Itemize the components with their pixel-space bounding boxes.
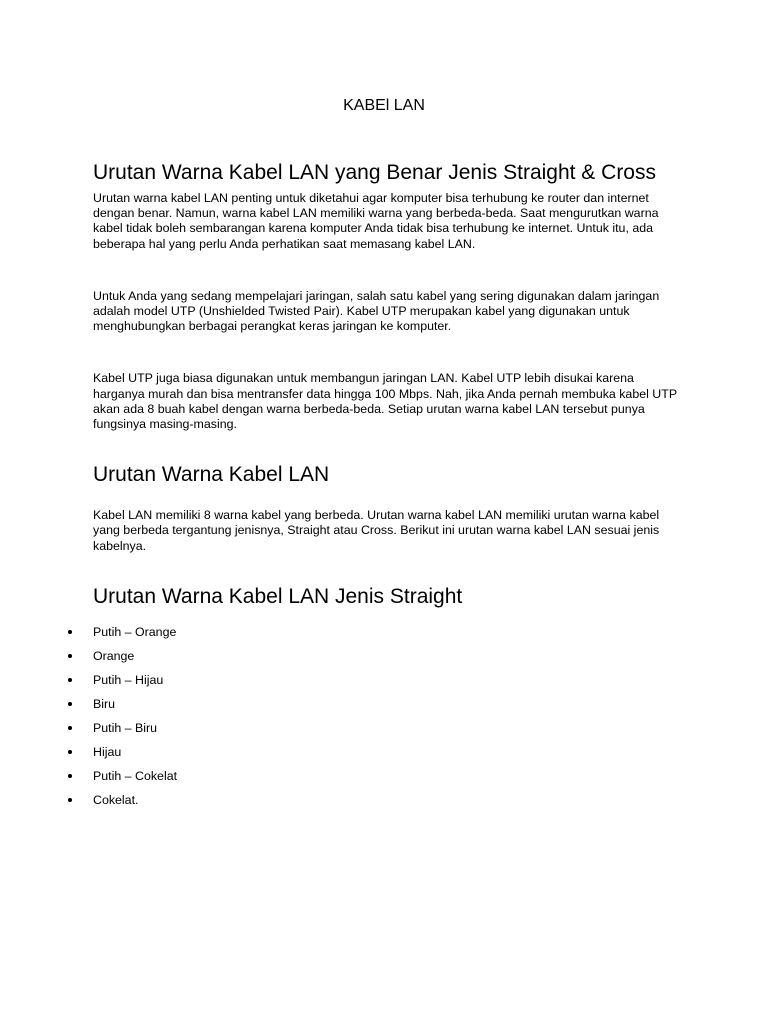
list-item-text: Orange — [93, 648, 135, 663]
bullet-icon — [68, 678, 72, 682]
list-item — [93, 720, 683, 744]
list-item — [93, 648, 683, 672]
bullet-icon — [68, 726, 72, 730]
bullet-icon — [68, 630, 72, 634]
bullet-icon — [68, 654, 72, 658]
bullet-icon — [68, 750, 72, 754]
straight-color-list — [93, 624, 683, 816]
section-heading-straight-cross: Urutan Warna Kabel LAN yang Benar Jenis Straight & Cross — [93, 161, 656, 184]
list-item-text: Biru — [93, 696, 116, 711]
list-item — [93, 744, 683, 768]
list-item-text: Putih – Hijau — [93, 672, 164, 687]
document-title: KABEl LAN — [343, 97, 425, 114]
list-item-text: Putih – Cokelat — [93, 768, 178, 783]
paragraph-utp-usage: Kabel UTP juga biasa digunakan untuk membangun jaringan LAN. Kabel UTP lebih disukai karena harganya murah dan bisa mentransfer data hingga 100 Mbps. Nah, jika Anda pernah membuka kabel UTP akan ada 8 buah kabel dengan warna berbeda-beda. Setiap urutan warna kabel LAN tersebut punya fungsinya masing-masing. — [93, 371, 677, 432]
paragraph-intro: Urutan warna kabel LAN penting untuk diketahui agar komputer bisa terhubung ke router dan internet dengan benar. Namun, warna kabel LAN memiliki warna yang berbeda-beda. Saat mengurutkan warna kabel tidak boleh sembarangan karena komputer Anda tidak bisa terhubung ke internet. Untuk itu, ada beberapa hal yang perlu Anda perhatikan saat memasang kabel LAN. — [93, 191, 659, 251]
bullet-icon — [68, 774, 72, 778]
section-heading-color-order: Urutan Warna Kabel LAN — [93, 463, 330, 487]
list-item — [93, 768, 683, 792]
list-item — [93, 792, 683, 816]
bullet-icon — [68, 798, 72, 802]
section-heading-straight: Urutan Warna Kabel LAN Jenis Straight — [93, 584, 463, 608]
list-item-text: Putih – Orange — [93, 624, 177, 639]
list-item — [93, 624, 683, 648]
list-item — [93, 672, 683, 696]
paragraph-eight-colors: Kabel LAN memiliki 8 warna kabel yang berbeda. Urutan warna kabel LAN memiliki urutan warna kabel yang berbeda tergantung jenisnya, Straight atau Cross. Berikut ini urutan warna kabel LAN sesuai jenis kabelnya. — [93, 508, 660, 553]
list-item-text: Hijau — [93, 744, 122, 759]
list-item-text: Putih – Biru — [93, 720, 158, 735]
list-item-text: Cokelat. — [93, 792, 139, 807]
list-item — [93, 696, 683, 720]
paragraph-utp-model: Untuk Anda yang sedang mempelajari jaringan, salah satu kabel yang sering digunakan dalam jaringan adalah model UTP (Unshielded Twisted Pair). Kabel UTP merupakan kabel yang digunakan untuk menghubungkan berbagai perangkat keras jaringan ke komputer. — [93, 288, 660, 334]
bullet-icon — [68, 702, 72, 706]
document-content — [93, 160, 683, 816]
